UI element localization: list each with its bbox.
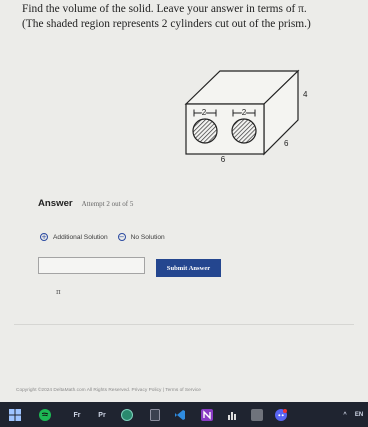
vscode-icon[interactable]: [173, 408, 187, 422]
calculator-icon[interactable]: [148, 408, 162, 422]
label-circle-left: 2: [201, 108, 207, 117]
cylinder-right: [232, 119, 256, 143]
footer-text: Copyright ©2024 DeltaMath.com All Rights Reserved. Privacy Policy | Terms of Service: [16, 388, 201, 393]
onenote-icon[interactable]: [200, 408, 214, 422]
browser-icon[interactable]: [120, 408, 134, 422]
problem-statement: [22, 2, 362, 32]
app-fr-icon[interactable]: Fr: [73, 411, 81, 419]
answer-title: Answer: [38, 198, 73, 209]
answer-header: [38, 198, 133, 209]
no-solution-button[interactable]: [118, 233, 165, 241]
spotify-icon[interactable]: [38, 408, 52, 422]
chevron-up-icon[interactable]: ^: [343, 412, 347, 418]
cylinder-left: [193, 119, 217, 143]
label-width: 6: [220, 155, 226, 164]
pi-symbol-button[interactable]: π: [56, 288, 61, 296]
minus-circle-icon: −: [118, 232, 125, 241]
taskbar: [0, 402, 368, 427]
attempt-counter: Attempt 2 out of 5: [81, 200, 134, 208]
label-height: 6: [284, 139, 289, 148]
app-gray-icon[interactable]: [250, 408, 264, 422]
windows-start-icon[interactable]: [8, 408, 22, 422]
language-indicator[interactable]: EN: [354, 412, 364, 418]
answer-input[interactable]: [38, 257, 145, 274]
divider: [14, 324, 354, 325]
problem-line-1: Find the volume of the solid. Leave your answer in terms of π.: [22, 3, 307, 15]
prism-figure: [180, 64, 310, 164]
no-solution-label: No Solution: [130, 233, 165, 241]
plus-circle-icon: +: [41, 232, 47, 241]
discord-icon[interactable]: [274, 408, 288, 422]
submit-answer-button[interactable]: Submit Answer: [156, 259, 221, 277]
label-circle-right: 2: [241, 108, 247, 117]
app-pr-icon[interactable]: Pr: [98, 411, 106, 419]
additional-solution-button[interactable]: [40, 233, 108, 241]
app-bars-icon[interactable]: [226, 408, 240, 422]
additional-solution-label: Additional Solution: [53, 233, 108, 241]
label-depth: 4: [303, 90, 308, 99]
solution-options: [40, 233, 165, 241]
problem-line-2: (The shaded region represents 2 cylinders cut out of the prism.): [22, 18, 311, 30]
